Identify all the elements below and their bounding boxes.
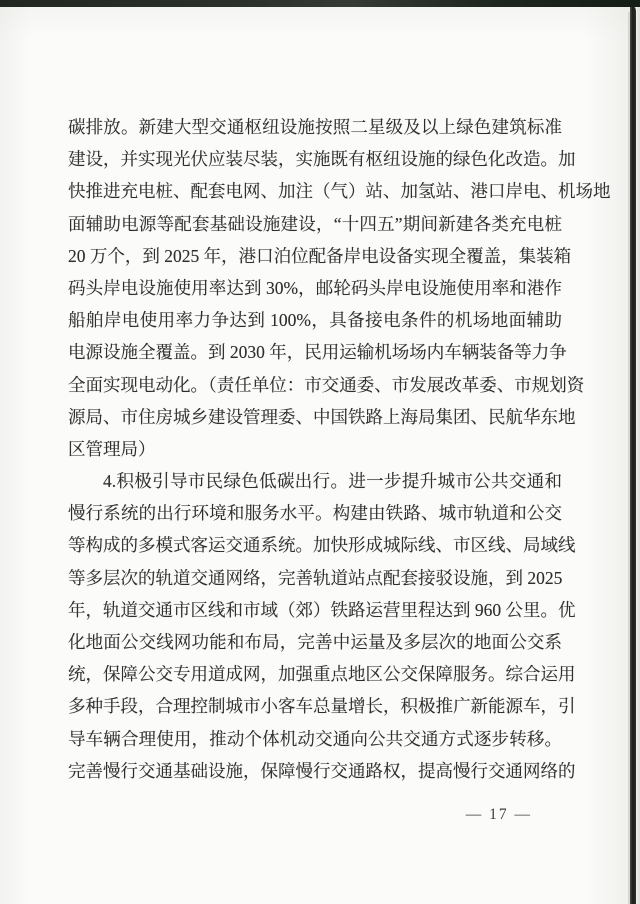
text-line: 快推进充电桩、配套电网、加注（气）站、加氢站、港口岸电、机场地: [68, 181, 611, 202]
text-line: 码头岸电设施使用率达到 30%，邮轮码头岸电设施使用率和港作: [68, 277, 562, 298]
text-line: 慢行系统的出行环境和服务水平。构建由铁路、城市轨道和公交: [68, 503, 562, 524]
text-line: 多种手段，合理控制城市小客车总量增长，积极推广新能源车，引: [68, 696, 576, 717]
text-line: 源局、市住房城乡建设管理委、中国铁路上海局集团、民航华东地: [68, 406, 576, 427]
text-line: 统，保障公交专用道成网，加强重点地区公交保障服务。综合运用: [68, 664, 576, 685]
text-line: 建设，并实现光伏应装尽装，实施既有枢纽设施的绿色化改造。加: [68, 149, 576, 170]
body-text-block: [68, 111, 611, 787]
text-line: 化地面公交线网功能和布局，完善中运量及多层次的地面公交系: [68, 632, 562, 652]
text-line: 等多层次的轨道交通网络，完善轨道站点配套接驳设施，到 2025: [68, 567, 563, 588]
text-line: 全面实现电动化。（责任单位：市交通委、市发展改革委、市规划资: [68, 374, 585, 395]
scan-border-top: [0, 0, 640, 7]
page-edge-outer-sliver: [636, 6, 640, 904]
text-line-paragraph-start: 4.积极引导市民绿色低碳出行。进一步提升城市公共交通和: [103, 471, 562, 492]
page-footer: [68, 806, 562, 824]
text-line: 等构成的多模式客运交通系统。加快形成城际线、市区线、局域线: [68, 535, 576, 556]
text-line: 碳排放。新建大型交通枢纽设施按照二星级及以上绿色建筑标准: [68, 117, 562, 137]
text-line: 导车辆合理使用，推动个体机动交通向公共交通方式逐步转移。: [68, 728, 562, 749]
text-line: 船舶岸电使用率力争达到 100%，具备接电条件的机场地面辅助: [68, 310, 562, 331]
text-line: 20 万个，到 2025 年，港口泊位配备岸电设备实现全覆盖，集装箱: [68, 245, 572, 266]
text-line-paragraph-end: 区管理局）: [68, 438, 156, 459]
text-line: 年，轨道交通市区线和市域（郊）铁路运营里程达到 960 公里。优: [68, 599, 576, 620]
text-line: 完善慢行交通基础设施，保障慢行交通路权，提高慢行交通网络的: [68, 760, 576, 781]
text-line: 电源设施全覆盖。到 2030 年，民用运输机场场内车辆装备等力争: [68, 342, 567, 363]
text-line: 面辅助电源等配套基础设施建设，“十四五”期间新建各类充电桩: [68, 213, 562, 234]
page-number: — 17 —: [465, 806, 532, 823]
